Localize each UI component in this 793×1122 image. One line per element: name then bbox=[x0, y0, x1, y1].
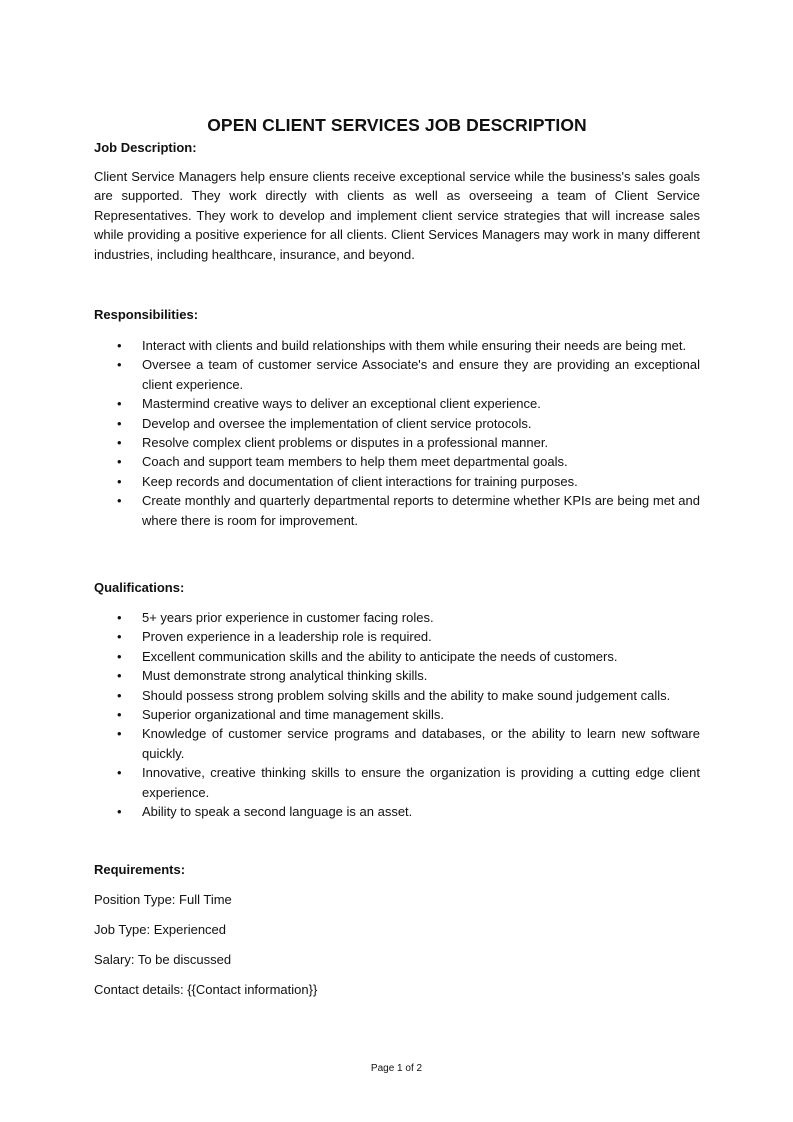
job-description-label: Job Description: bbox=[94, 140, 197, 155]
bullet-icon: • bbox=[117, 338, 122, 353]
list-item-text: 5+ years prior experience in customer facing roles. bbox=[142, 610, 434, 625]
bullet-icon: • bbox=[117, 668, 122, 684]
list-item-text: Proven experience in a leadership role is required. bbox=[142, 629, 432, 645]
job-type: Job Type: Experienced bbox=[94, 922, 227, 937]
bullet-icon: • bbox=[117, 707, 122, 723]
list-item bbox=[94, 763, 700, 802]
bullet-icon: • bbox=[117, 804, 122, 820]
bullet-icon: • bbox=[117, 629, 122, 645]
bullet-icon: • bbox=[117, 396, 122, 412]
list-item bbox=[94, 336, 700, 355]
list-item bbox=[94, 608, 700, 627]
bullet-icon: • bbox=[117, 765, 122, 781]
list-item-text: Knowledge of customer service programs and databases, or the ability to learn new software quickly. bbox=[142, 726, 700, 761]
bullet-icon: • bbox=[117, 435, 122, 451]
list-item bbox=[94, 414, 700, 433]
list-item-text: Mastermind creative ways to deliver an exceptional client experience. bbox=[142, 396, 541, 412]
list-item bbox=[94, 491, 700, 530]
list-item-text: Innovative, creative thinking skills to ensure the organization is providing a cutting edge client experience. bbox=[142, 765, 700, 800]
list-item bbox=[94, 355, 700, 394]
list-item-text: Should possess strong problem solving skills and the ability to make sound judgement calls. bbox=[142, 687, 671, 703]
list-item bbox=[94, 394, 700, 413]
responsibilities-list bbox=[94, 336, 700, 530]
bullet-icon: • bbox=[117, 473, 122, 489]
list-item bbox=[94, 705, 700, 724]
responsibilities-label: Responsibilities: bbox=[94, 307, 199, 322]
list-item bbox=[94, 472, 700, 491]
qualifications-list bbox=[94, 608, 700, 821]
qualifications-label: Qualifications: bbox=[94, 580, 185, 595]
position-type: Position Type: Full Time bbox=[94, 892, 232, 907]
salary: Salary: To be discussed bbox=[94, 952, 232, 967]
bullet-icon: • bbox=[117, 687, 122, 703]
bullet-icon: • bbox=[117, 726, 122, 742]
list-item bbox=[94, 686, 700, 705]
list-item bbox=[94, 647, 700, 666]
requirements-label: Requirements: bbox=[94, 862, 186, 877]
page-footer: Page 1 of 2 bbox=[370, 1063, 423, 1074]
bullet-icon: • bbox=[117, 610, 122, 625]
list-item-text: Ability to speak a second language is an asset. bbox=[142, 804, 413, 820]
list-item bbox=[94, 452, 700, 471]
list-item bbox=[94, 724, 700, 763]
list-item-text: Create monthly and quarterly departmental reports to determine whether KPIs are being met and where there is room for improvement. bbox=[142, 493, 700, 528]
list-item-text: Resolve complex client problems or disputes in a professional manner. bbox=[142, 435, 549, 451]
document-title: OPEN CLIENT SERVICES JOB DESCRIPTION bbox=[207, 115, 587, 135]
bullet-icon: • bbox=[117, 648, 122, 664]
list-item bbox=[94, 802, 700, 821]
list-item bbox=[94, 433, 700, 452]
bullet-icon: • bbox=[117, 454, 122, 470]
list-item bbox=[94, 666, 700, 685]
list-item-text: Superior organizational and time management skills. bbox=[142, 707, 445, 723]
list-item-text: Excellent communication skills and the ability to anticipate the needs of customers. bbox=[142, 648, 618, 664]
contact-details: Contact details: {{Contact information}} bbox=[94, 982, 318, 997]
list-item-text: Must demonstrate strong analytical thinking skills. bbox=[142, 668, 428, 684]
list-item bbox=[94, 627, 700, 646]
list-item-text: Keep records and documentation of client interactions for training purposes. bbox=[142, 473, 578, 489]
list-item-text: Interact with clients and build relationships with them while ensuring their needs are being met. bbox=[142, 338, 687, 353]
list-item-text: Develop and oversee the implementation of client service protocols. bbox=[142, 415, 532, 431]
list-item-text: Oversee a team of customer service Associate's and ensure they are providing an exceptional client experience. bbox=[142, 357, 700, 392]
bullet-icon: • bbox=[117, 357, 122, 373]
bullet-icon: • bbox=[117, 493, 122, 509]
job-description-text: Client Service Managers help ensure clients receive exceptional service while the business's sales goals are supported. They work directly with clients as well as overseeing a team of Client Service Representatives. They work to develop and implement client service strategies that will increase sales while providing a positive experience for all clients. Client Services Managers may work in many different industries, including healthcare, insurance, and beyond. bbox=[94, 169, 700, 262]
list-item-text: Coach and support team members to help them meet departmental goals. bbox=[142, 454, 568, 470]
bullet-icon: • bbox=[117, 415, 122, 431]
